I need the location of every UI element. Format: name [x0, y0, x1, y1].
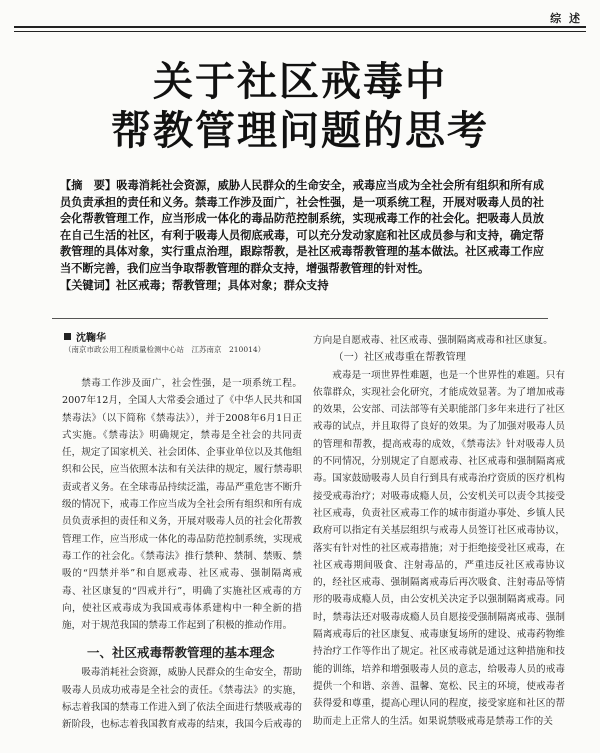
subsection-heading: （一）社区戒毒重在帮教管理	[333, 352, 466, 364]
body-paragraph: 禁毒工作涉及面广，社会性强，是一项系统工程。2007年12月，全国人大常委会通过了《中华人民共和国禁毒法》（以下简称《禁毒法》），并于2008年6月1日正式实施。《禁毒法》明确规定，禁毒是全社会的共同责任，规定了国家机关、社会团体、企事业单位以及其他组织和公民，应当依照本法和有关法律的规定，履行禁毒职责或者义务。在全球毒品持续泛滥，毒品严重危害不断升级的情况下，戒毒工作应当成为全社会所有组织和所有成员负责承担的责任和义务，开展对吸毒人员的社会化帮教管理工作，应当形成一体化的毒品防范控制系统，实现戒毒工作的社会化。《禁毒法》推行禁种、禁制、禁贩、禁吸的“四禁并举”和自愿戒毒、社区戒毒、强制隔离戒毒、社区康复的“四戒并行”，明确了实施社区戒毒的方向，使社区戒毒成为我国戒毒体系建构中一种全新的措施，对于规范我国的禁毒工作起到了积极的推动作用。	[62, 378, 302, 632]
body-column-left	[62, 375, 302, 734]
abstract-label: 【摘 要】	[60, 179, 117, 192]
author-line	[64, 332, 304, 346]
abstract	[60, 178, 544, 278]
title-line-2: 帮教管理问题的思考	[111, 108, 489, 154]
author-name: 沈鞠华	[76, 333, 106, 344]
body-paragraph: 吸毒消耗社会资源，威胁人民群众的生命安全，帮助吸毒人员成功戒毒是全社会的责任。《禁毒法》的实施，标志着我国的禁毒工作进入到了依法全面进行禁吸戒毒的新阶段，也标志着我国教育戒毒的结束，我国今后戒毒的	[62, 667, 302, 731]
divider	[52, 318, 548, 319]
section-heading: 一、社区戒毒帮教管理的基本理念	[87, 645, 275, 661]
keywords-label: 【关键词】	[60, 278, 116, 292]
section-tag: 综 述	[550, 12, 582, 25]
article-title	[0, 58, 600, 156]
keywords	[60, 278, 544, 295]
title-line-1: 关于社区戒毒中	[153, 59, 447, 105]
body-paragraph: 方向是自愿戒毒、社区戒毒、强制隔离戒毒和社区康复。	[313, 335, 553, 346]
body-paragraph: 戒毒是一项世界性难题，也是一个世界性的难题。只有依靠群众，实现社会化研究，才能成效显著。为了增加戒毒的效果，公安部、司法部等有关职能部门多年来进行了社区戒毒的试点，并且取得了良好的效果。为了加强对吸毒人员的管理和帮教，提高戒毒的成效，《禁毒法》针对吸毒人员的不同情况，分别规定了自愿戒毒、社区戒毒和强制隔离戒毒。国家鼓励吸毒人员自行到具有戒毒治疗资质的医疗机构接受戒毒治疗；对吸毒成瘾人员，公安机关可以责令其接受社区戒毒，负责社区戒毒工作的城市街道办事处、乡镇人民政府可以指定有关基层组织与戒毒人员签订社区戒毒协议，落实有针对性的社区戒毒措施；对于拒绝接受社区戒毒，在社区戒毒期间吸食、注射毒品的，严重违反社区戒毒协议的，经社区戒毒、强制隔离戒毒后再次吸食、注射毒品等情形的吸毒成瘾人员，由公安机关决定予以强制隔离戒毒。同时，禁毒法还对吸毒成瘾人员自愿接受强制隔离戒毒、强制隔离戒毒后的社区康复、戒毒康复场所的建设、戒毒药物维持治疗工作等作出了规定。社区戒毒就是通过这种措施和技能的训练，培养和增强吸毒人员的意志，给吸毒人员的戒毒提供一个和谐、亲善、温馨、宽松、民主的环境，使戒毒者获得爱和尊重，提高心理认同的程度，接受家庭和社区的帮助而走上正常人的生活。如果说禁吸戒毒是禁毒工作的关	[313, 369, 565, 727]
square-bullet-icon	[64, 333, 71, 340]
body-column-right	[313, 332, 565, 730]
author-affiliation: （南京市政公用工程质量检测中心站 江苏南京 210014）	[64, 345, 266, 354]
header-rule	[14, 26, 586, 32]
abstract-block	[60, 178, 544, 294]
abstract-text: 吸毒消耗社会资源，威胁人民群众的生命安全，戒毒应当成为全社会所有组织和所有成员负责承担的责任和义务。禁毒工作涉及面广，社会性强，是一项系统工程，开展对吸毒人员的社会化帮教管理工作，应当形成一体化的毒品防范控制系统，实现戒毒工作的社会化。把吸毒人员放在自己生活的社区，有利于吸毒人员彻底戒毒，可以充分发动家庭和社区成员参与和支持，确定帮教管理的具体对象，实行重点治理，跟踪帮教，是社区戒毒帮教管理的基本做法。社区戒毒工作应当不断完善，我们应当争取帮教管理的群众支持，增强帮教管理的针对性。	[60, 179, 544, 275]
keywords-text: 社区戒毒；帮教管理；具体对象；群众支持	[115, 278, 329, 292]
